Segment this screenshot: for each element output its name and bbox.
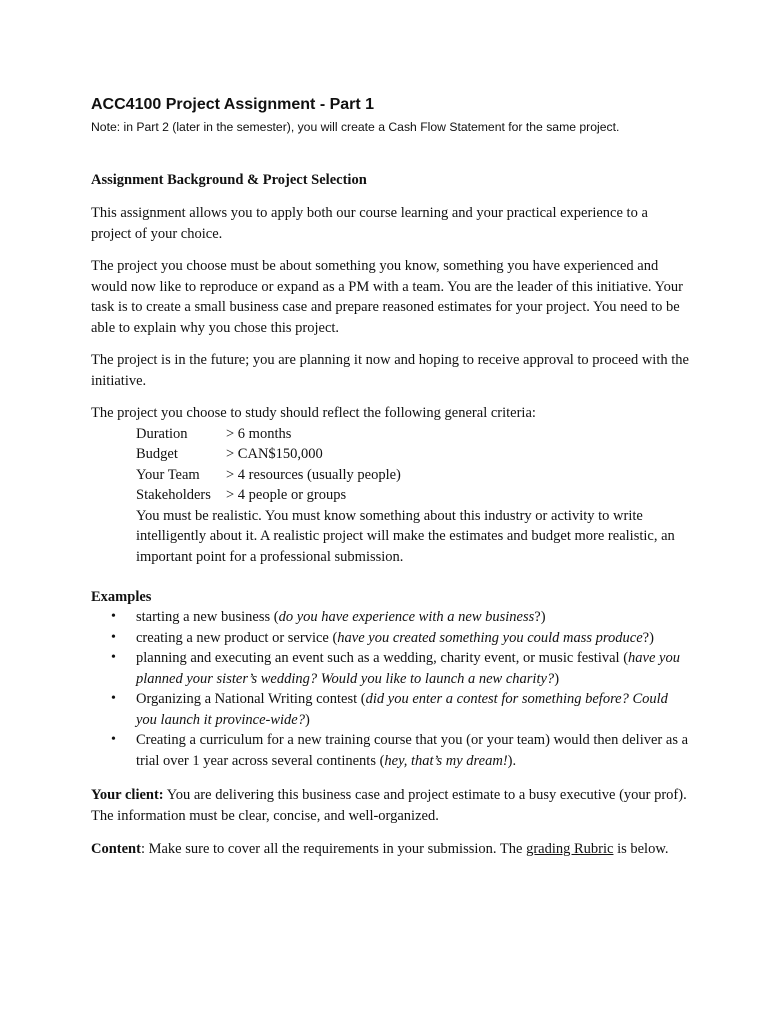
example-suffix: ) (305, 711, 310, 728)
criteria-value: > CAN$150,000 (226, 446, 323, 462)
content-label: Content (91, 841, 141, 857)
example-suffix: ?) (534, 609, 546, 625)
client-text: You are delivering this business case and project estimate to a busy executive (your prof). The information must be clear, concise, and well-organized. (91, 787, 687, 824)
criteria-value: > 4 people or groups (226, 487, 347, 503)
criteria-list (136, 424, 691, 506)
document-title: ACC4100 Project Assignment - Part 1 (91, 96, 375, 113)
bullet-icon: • (111, 609, 116, 624)
example-text: starting a new business ( (136, 609, 279, 625)
criteria-label: Budget (136, 446, 178, 462)
bullet-icon: • (111, 650, 116, 665)
list-item (91, 628, 691, 649)
list-item (91, 730, 691, 771)
list-item (91, 648, 691, 689)
example-question: did you enter a contest for something before? Could you launch it province-wide? (136, 691, 668, 728)
criteria-label: Duration (136, 425, 188, 442)
example-question: have you created something you could mass produce (337, 629, 643, 646)
criteria-label: Stakeholders (136, 487, 211, 503)
criteria-value: > 4 resources (usually people) (226, 466, 401, 483)
list-item (91, 607, 691, 628)
paragraph-future: The project is in the future; you are planning it now and hoping to receive approval to proceed with the initiative. (91, 352, 689, 389)
example-text: Organizing a National Writing contest ( (136, 691, 366, 707)
client-label: Your client: (91, 787, 164, 803)
content-text: : Make sure to cover all the requirements in your submission. The (140, 841, 527, 857)
criteria-row-stakeholders (136, 485, 691, 506)
example-suffix: ) (554, 670, 560, 687)
criteria-label: Your Team (136, 466, 200, 483)
bullet-icon: • (111, 732, 116, 747)
content-paragraph (91, 839, 691, 860)
example-question: hey, that’s my dream! (384, 752, 508, 769)
criteria-value: > 6 months (226, 425, 292, 442)
bullet-icon: • (111, 691, 116, 706)
criteria-row-team (136, 465, 691, 486)
example-suffix: ?) (642, 629, 654, 646)
example-text: Creating a curriculum for a new training course that you (or your team) would then deliver as a trial over 1 year across several continents ( (136, 732, 689, 769)
paragraph-intro: This assignment allows you to apply both our course learning and your practical experience to a project of your choice. (91, 205, 648, 242)
bullet-icon: • (111, 629, 116, 645)
content-text-after: is below. (613, 841, 669, 857)
example-text: creating a new product or service ( (136, 629, 338, 646)
paragraph-project-choice: The project you choose must be about something you know, something you have experienced and would now like to reproduce or expand as a PM with a team. You are the leader of this initiative. Your task is to create a small business case and prepare reasoned estimates for your project. You need to be able to explain why you chose this project. (91, 258, 683, 336)
example-question: have you planned your sister’s wedding? Would you like to launch a new charity? (136, 650, 680, 687)
part2-note: Note: in Part 2 (later in the semester), you will create a Cash Flow Statement for the same project. (91, 120, 620, 134)
document-page (91, 94, 691, 860)
grading-rubric-link[interactable]: grading Rubric (526, 841, 614, 857)
criteria-row-duration (136, 424, 691, 445)
criteria-row-budget (136, 444, 691, 465)
list-item (91, 689, 691, 730)
example-text: planning and executing an event such as a wedding, charity event, or music festival ( (136, 650, 629, 666)
example-suffix: ). (507, 752, 517, 769)
paragraph-criteria-intro: The project you choose to study should reflect the following general criteria: (91, 405, 536, 421)
examples-list (91, 607, 691, 771)
realistic-paragraph: You must be realistic. You must know something about this industry or activity to write intelligently about it. A realistic project will make the estimates and budget more realistic, an important point for a professional submission. (136, 507, 675, 565)
section-heading: Assignment Background & Project Selection (91, 172, 367, 188)
client-paragraph (91, 785, 691, 826)
example-question: do you have experience with a new business (278, 609, 535, 625)
examples-heading: Examples (91, 589, 152, 605)
